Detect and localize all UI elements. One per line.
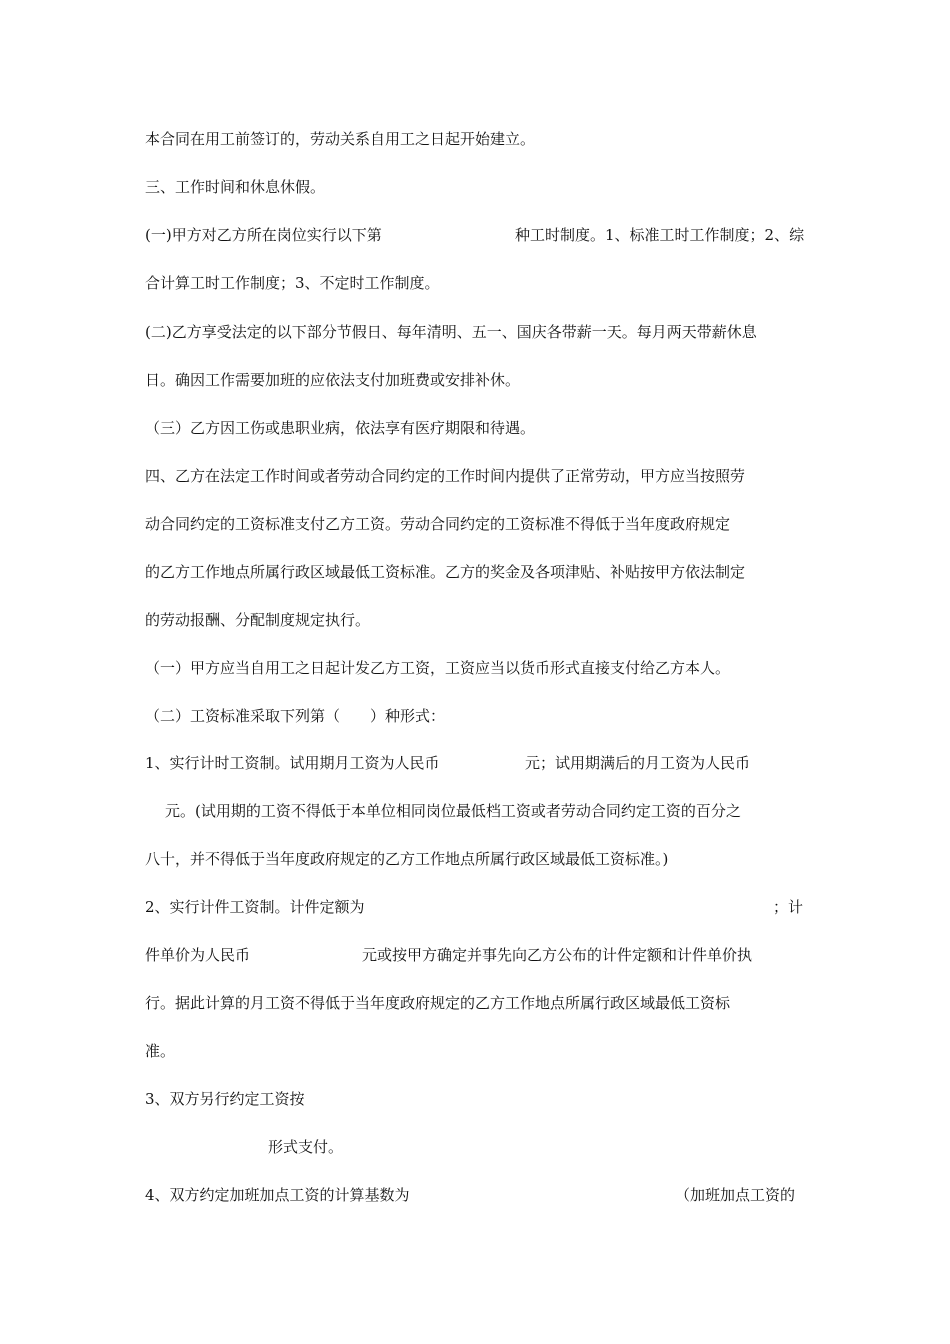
line-text: 合计算工时工作制度；3、不定时工作制度。 (145, 274, 440, 292)
line-text: 的劳动报酬、分配制度规定执行。 (145, 611, 371, 629)
line-text: 种工时制度。1、标准工时工作制度；2、综 (515, 226, 805, 244)
line-text: 的乙方工作地点所属行政区域最低工资标准。乙方的奖金及各项津贴、补贴按甲方依法制定 (145, 563, 746, 581)
text-line (145, 1039, 810, 1063)
text-line (145, 368, 810, 392)
line-text: （二）工资标准采取下列第（ ）种形式： (145, 707, 446, 725)
line-text: （加班加点工资的 (675, 1186, 796, 1204)
text-line (145, 416, 810, 440)
line-text: 动合同约定的工资标准支付乙方工资。劳动合同约定的工资标准不得低于当年度政府规定 (145, 515, 731, 533)
text-line (145, 1087, 810, 1111)
line-text: 元或按甲方确定并事先向乙方公布的计件定额和计件单价执 (362, 946, 753, 964)
text-line (145, 895, 810, 919)
text-line (145, 608, 810, 632)
line-text: 3、双方另行约定工资按 (145, 1090, 305, 1108)
text-line (145, 847, 810, 871)
line-text: 三、工作时间和休息休假。 (145, 178, 326, 196)
line-text: 八十，并不得低于当年度政府规定的乙方工作地点所属行政区域最低工资标准。) (145, 850, 669, 868)
line-text: （三）乙方因工伤或患职业病，依法享有医疗期限和待遇。 (145, 419, 536, 437)
text-line (145, 271, 810, 295)
line-text: （一）甲方应当自用工之日起计发乙方工资，工资应当以货币形式直接支付给乙方本人。 (145, 659, 731, 677)
line-text: ；计 (773, 898, 804, 916)
line-text: 2、实行计件工资制。计件定额为 (145, 898, 365, 916)
line-text: 日。确因工作需要加班的应依法支付加班费或安排补休。 (145, 371, 521, 389)
text-line (145, 512, 810, 536)
line-text: (二)乙方享受法定的以下部分节假日、每年清明、五一、国庆各带薪一天。每月两天带薪休息 (145, 323, 757, 341)
section-heading (145, 175, 810, 199)
text-line (145, 1183, 810, 1207)
line-text: 行。据此计算的月工资不得低于当年度政府规定的乙方工作地点所属行政区域最低工资标 (145, 994, 731, 1012)
line-text: 四、乙方在法定工作时间或者劳动合同约定的工作时间内提供了正常劳动，甲方应当按照劳 (145, 467, 746, 485)
text-line (145, 127, 810, 151)
line-text: 准。 (145, 1042, 176, 1060)
text-line (145, 799, 810, 823)
section-heading (145, 464, 810, 488)
line-text: 1、实行计时工资制。试用期月工资为人民币 (145, 754, 440, 772)
text-line (145, 1135, 810, 1159)
text-line (145, 943, 810, 967)
line-text: 本合同在用工前签订的，劳动关系自用工之日起开始建立。 (145, 130, 536, 148)
line-text: 元。(试用期的工资不得低于本单位相同岗位最低档工资或者劳动合同约定工资的百分之 (165, 802, 741, 820)
text-line (145, 751, 810, 775)
line-text: 4、双方约定加班加点工资的计算基数为 (145, 1186, 410, 1204)
line-text: 元；试用期满后的月工资为人民币 (525, 754, 751, 772)
text-line (145, 560, 810, 584)
text-line (145, 991, 810, 1015)
line-text: 件单价为人民币 (145, 946, 251, 964)
line-text: (一)甲方对乙方所在岗位实行以下第 (145, 226, 382, 244)
text-line (145, 704, 810, 728)
text-line (145, 320, 810, 344)
text-line (145, 656, 810, 680)
line-text: 形式支付。 (268, 1138, 344, 1156)
text-line (145, 223, 810, 247)
